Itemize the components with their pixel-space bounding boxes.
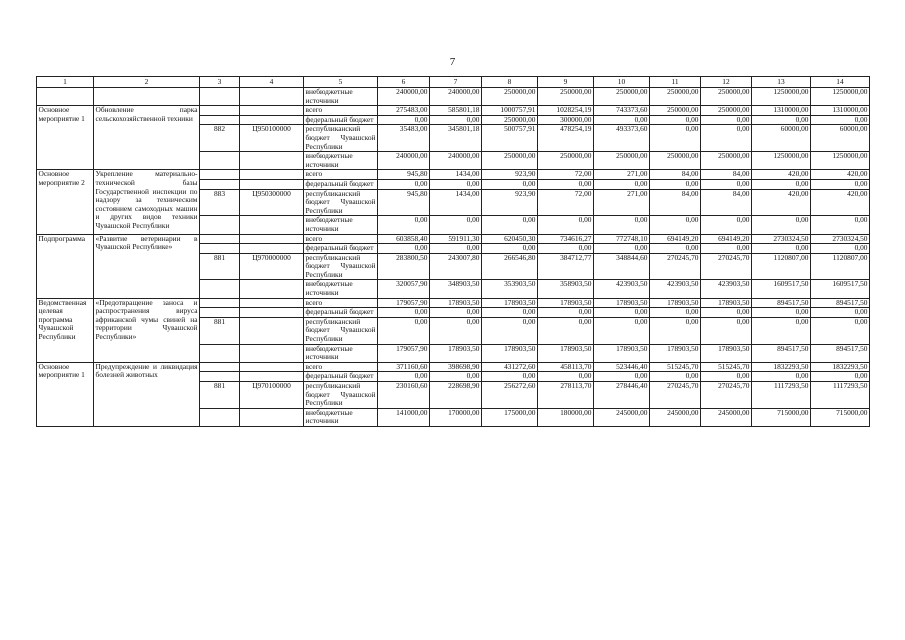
amount-cell: 1120807,00 — [811, 253, 870, 280]
csr-code-cell — [240, 152, 304, 170]
amount-cell: 1120807,00 — [752, 253, 811, 280]
amount-cell: 1832293,50 — [752, 362, 811, 372]
grbs-code-cell: 883 — [200, 189, 240, 216]
grbs-code-cell — [200, 216, 240, 234]
amount-cell: 240000,00 — [430, 152, 482, 170]
csr-code-cell — [240, 408, 304, 426]
amount-cell: 591911,30 — [430, 234, 482, 244]
amount-cell: 245000,00 — [701, 408, 752, 426]
amount-cell: 515245,70 — [701, 362, 752, 372]
table-row — [37, 362, 870, 372]
measure-type-cell: Основное мероприятие 2 — [37, 170, 94, 234]
funding-source-cell: республиканский бюджет Чувашской Республики — [305, 381, 376, 408]
amount-cell: 0,00 — [378, 216, 430, 234]
funding-source-cell: внебюджетные источники — [304, 280, 378, 298]
amount-cell: 0,00 — [594, 244, 650, 254]
amount-cell: 1310000,00 — [811, 106, 870, 116]
amount-cell: 1434,00 — [430, 170, 482, 180]
amount-cell: 478254,19 — [538, 125, 594, 152]
amount-cell: 250000,00 — [482, 152, 538, 170]
amount-cell: 270245,70 — [650, 382, 701, 409]
amount-cell: 178903,50 — [538, 298, 594, 308]
amount-cell: 2730324,50 — [752, 234, 811, 244]
amount-cell: 0,00 — [701, 317, 752, 344]
csr-code-cell — [240, 88, 304, 106]
amount-cell: 694149,20 — [701, 234, 752, 244]
amount-cell: 178903,50 — [594, 344, 650, 362]
amount-cell: 0,00 — [811, 216, 870, 234]
measure-name-cell: «Предотвращение заноса и распространения вируса африканской чумы свиней на территории Чувашской Республики» — [94, 298, 200, 362]
grbs-code-cell — [200, 372, 240, 382]
amount-cell: 0,00 — [538, 179, 594, 189]
csr-code-cell: Ц950100000 — [240, 125, 304, 152]
grbs-code-cell: 881 — [200, 253, 240, 280]
funding-source-cell: всего — [304, 170, 378, 180]
amount-cell: 348844,60 — [594, 253, 650, 280]
measure-name-cell: Предупреждение и ликвидация болезней животных — [94, 362, 200, 426]
amount-cell: 603858,40 — [378, 234, 430, 244]
amount-cell: 266546,80 — [482, 253, 538, 280]
amount-cell: 423903,50 — [650, 280, 701, 298]
amount-cell: 256272,60 — [482, 382, 538, 409]
csr-code-cell — [240, 234, 304, 244]
amount-cell: 423903,50 — [701, 280, 752, 298]
amount-cell: 0,00 — [378, 308, 430, 318]
amount-cell: 250000,00 — [701, 152, 752, 170]
amount-cell: 772748,10 — [594, 234, 650, 244]
amount-cell: 0,00 — [538, 308, 594, 318]
measure-type-cell: Подпрограмма — [37, 234, 94, 298]
table-body — [37, 88, 870, 427]
column-header: 8 — [482, 77, 538, 88]
amount-cell: 0,00 — [538, 317, 594, 344]
amount-cell: 1832293,50 — [811, 362, 870, 372]
measure-name-cell: «Развитие ветеринарии в Чувашской Республике» — [94, 234, 200, 298]
amount-cell: 300000,00 — [538, 115, 594, 125]
measure-type-cell — [37, 88, 94, 106]
funding-source-cell: внебюджетные источники — [304, 88, 378, 106]
amount-cell: 1117293,50 — [811, 382, 870, 409]
funding-source-cell: федеральный бюджет — [304, 115, 378, 125]
column-header: 2 — [94, 77, 200, 88]
amount-cell: 0,00 — [482, 372, 538, 382]
amount-cell: 0,00 — [650, 125, 701, 152]
amount-cell: 0,00 — [650, 244, 701, 254]
amount-cell: 0,00 — [378, 179, 430, 189]
amount-cell: 178903,50 — [650, 344, 701, 362]
amount-cell: 245000,00 — [650, 408, 701, 426]
amount-cell: 178903,50 — [650, 298, 701, 308]
csr-code-cell: Ц950300000 — [240, 189, 304, 216]
amount-cell: 0,00 — [378, 244, 430, 254]
amount-cell: 423903,50 — [594, 280, 650, 298]
column-header: 10 — [594, 77, 650, 88]
amount-cell: 734616,27 — [538, 234, 594, 244]
amount-cell: 250000,00 — [538, 152, 594, 170]
amount-cell: 178903,50 — [430, 344, 482, 362]
amount-cell: 178903,50 — [538, 344, 594, 362]
amount-cell: 420,00 — [752, 189, 811, 216]
amount-cell: 1250000,00 — [811, 152, 870, 170]
funding-source-cell: внебюджетные источники — [304, 344, 378, 362]
amount-cell: 0,00 — [811, 179, 870, 189]
amount-cell: 0,00 — [701, 372, 752, 382]
measure-type-cell: Ведомственная целевая программа Чувашской Республики — [37, 298, 94, 362]
amount-cell: 0,00 — [430, 308, 482, 318]
csr-code-cell — [240, 115, 304, 125]
amount-cell: 0,00 — [701, 308, 752, 318]
amount-cell: 0,00 — [650, 372, 701, 382]
amount-cell: 60000,00 — [811, 125, 870, 152]
amount-cell: 72,00 — [538, 170, 594, 180]
funding-source-cell: внебюджетные источники — [304, 216, 378, 234]
amount-cell: 240000,00 — [378, 88, 430, 106]
amount-cell: 240000,00 — [430, 88, 482, 106]
grbs-code-cell — [200, 88, 240, 106]
amount-cell: 0,00 — [752, 372, 811, 382]
amount-cell: 0,00 — [752, 115, 811, 125]
amount-cell: 141000,00 — [378, 408, 430, 426]
csr-code-cell — [240, 362, 304, 372]
amount-cell: 320057,90 — [378, 280, 430, 298]
amount-cell: 358903,50 — [538, 280, 594, 298]
amount-cell: 0,00 — [701, 115, 752, 125]
amount-cell: 250000,00 — [701, 106, 752, 116]
amount-cell: 271,00 — [594, 189, 650, 216]
grbs-code-cell — [200, 298, 240, 308]
funding-source-cell: федеральный бюджет — [304, 308, 378, 318]
amount-cell: 348903,50 — [430, 280, 482, 298]
column-header: 3 — [200, 77, 240, 88]
amount-cell: 250000,00 — [650, 106, 701, 116]
amount-cell: 1000757,91 — [482, 106, 538, 116]
amount-cell: 0,00 — [430, 317, 482, 344]
amount-cell: 250000,00 — [650, 88, 701, 106]
amount-cell: 0,00 — [752, 244, 811, 254]
funding-source-cell: федеральный бюджет — [304, 372, 378, 382]
amount-cell: 240000,00 — [378, 152, 430, 170]
amount-cell: 84,00 — [701, 189, 752, 216]
amount-cell: 178903,50 — [594, 298, 650, 308]
amount-cell: 398698,90 — [430, 362, 482, 372]
amount-cell: 250000,00 — [482, 88, 538, 106]
amount-cell: 0,00 — [482, 179, 538, 189]
amount-cell: 0,00 — [594, 308, 650, 318]
amount-cell: 894517,50 — [811, 344, 870, 362]
amount-cell: 0,00 — [650, 115, 701, 125]
amount-cell: 0,00 — [378, 372, 430, 382]
amount-cell: 1250000,00 — [752, 88, 811, 106]
funding-source-cell: внебюджетные источники — [304, 408, 378, 426]
measure-type-cell: Основное мероприятие 1 — [37, 362, 94, 426]
csr-code-cell — [240, 298, 304, 308]
amount-cell: 0,00 — [811, 308, 870, 318]
amount-cell: 270245,70 — [701, 253, 752, 280]
grbs-code-cell — [200, 152, 240, 170]
grbs-code-cell — [200, 234, 240, 244]
amount-cell: 515245,70 — [650, 362, 701, 372]
amount-cell: 715000,00 — [811, 408, 870, 426]
amount-cell: 715000,00 — [752, 408, 811, 426]
amount-cell: 585801,18 — [430, 106, 482, 116]
amount-cell: 278113,70 — [538, 382, 594, 409]
amount-cell: 384712,77 — [538, 253, 594, 280]
column-header: 13 — [752, 77, 811, 88]
amount-cell: 0,00 — [538, 244, 594, 254]
column-header: 5 — [304, 77, 378, 88]
amount-cell: 0,00 — [482, 317, 538, 344]
amount-cell: 0,00 — [594, 372, 650, 382]
column-header: 12 — [701, 77, 752, 88]
amount-cell: 694149,20 — [650, 234, 701, 244]
csr-code-cell — [240, 317, 304, 344]
amount-cell: 283800,50 — [378, 253, 430, 280]
column-header: 9 — [538, 77, 594, 88]
funding-source-cell: республиканский бюджет Чувашской Республики — [305, 317, 376, 344]
column-header: 14 — [811, 77, 870, 88]
csr-code-cell: Ц970100000 — [240, 382, 304, 409]
amount-cell: 0,00 — [594, 115, 650, 125]
amount-cell: 178903,50 — [430, 298, 482, 308]
amount-cell: 894517,50 — [811, 298, 870, 308]
funding-source-cell: федеральный бюджет — [304, 179, 378, 189]
column-header: 7 — [430, 77, 482, 88]
amount-cell: 250000,00 — [482, 115, 538, 125]
amount-cell: 1609517,50 — [811, 280, 870, 298]
grbs-code-cell — [200, 244, 240, 254]
funding-source-cell: республиканский бюджет Чувашской Республики — [305, 189, 376, 215]
amount-cell: 0,00 — [650, 216, 701, 234]
grbs-code-cell — [200, 308, 240, 318]
amount-cell: 0,00 — [594, 317, 650, 344]
amount-cell: 0,00 — [752, 216, 811, 234]
measure-type-cell: Основное мероприятие 1 — [37, 106, 94, 170]
amount-cell: 371160,60 — [378, 362, 430, 372]
grbs-code-cell — [200, 106, 240, 116]
amount-cell: 1250000,00 — [811, 88, 870, 106]
table-row — [37, 298, 870, 308]
amount-cell: 0,00 — [430, 179, 482, 189]
amount-cell: 894517,50 — [752, 298, 811, 308]
grbs-code-cell — [200, 408, 240, 426]
grbs-code-cell — [200, 280, 240, 298]
column-header: 1 — [37, 77, 94, 88]
amount-cell: 0,00 — [811, 115, 870, 125]
amount-cell: 250000,00 — [594, 88, 650, 106]
amount-cell: 245000,00 — [594, 408, 650, 426]
amount-cell: 60000,00 — [752, 125, 811, 152]
csr-code-cell — [240, 308, 304, 318]
amount-cell: 270245,70 — [650, 253, 701, 280]
table-row — [37, 170, 870, 180]
amount-cell: 0,00 — [594, 216, 650, 234]
amount-cell: 175000,00 — [482, 408, 538, 426]
csr-code-cell — [240, 106, 304, 116]
amount-cell: 2730324,50 — [811, 234, 870, 244]
column-header: 6 — [378, 77, 430, 88]
amount-cell: 0,00 — [811, 317, 870, 344]
funding-source-cell: внебюджетные источники — [304, 152, 378, 170]
budget-table — [36, 76, 870, 427]
amount-cell: 0,00 — [482, 244, 538, 254]
amount-cell: 0,00 — [538, 372, 594, 382]
amount-cell: 250000,00 — [594, 152, 650, 170]
grbs-code-cell — [200, 344, 240, 362]
column-header: 11 — [650, 77, 701, 88]
table-row — [37, 106, 870, 116]
amount-cell: 1310000,00 — [752, 106, 811, 116]
amount-cell: 0,00 — [752, 317, 811, 344]
amount-cell: 1609517,50 — [752, 280, 811, 298]
amount-cell: 178903,50 — [482, 344, 538, 362]
amount-cell: 178903,50 — [482, 298, 538, 308]
funding-source-cell: республиканский бюджет Чувашской Республики — [305, 253, 376, 279]
csr-code-cell — [240, 372, 304, 382]
amount-cell: 0,00 — [430, 244, 482, 254]
amount-cell: 620450,30 — [482, 234, 538, 244]
amount-cell: 894517,50 — [752, 344, 811, 362]
amount-cell: 420,00 — [811, 189, 870, 216]
amount-cell: 180000,00 — [538, 408, 594, 426]
amount-cell: 420,00 — [752, 170, 811, 180]
csr-code-cell — [240, 170, 304, 180]
amount-cell: 1250000,00 — [752, 152, 811, 170]
amount-cell: 353903,50 — [482, 280, 538, 298]
amount-cell: 1028254,19 — [538, 106, 594, 116]
grbs-code-cell — [200, 179, 240, 189]
csr-code-cell — [240, 179, 304, 189]
amount-cell: 0,00 — [482, 308, 538, 318]
amount-cell: 0,00 — [482, 216, 538, 234]
amount-cell: 84,00 — [650, 170, 701, 180]
amount-cell: 0,00 — [430, 115, 482, 125]
grbs-code-cell — [200, 170, 240, 180]
amount-cell: 431272,60 — [482, 362, 538, 372]
amount-cell: 230160,60 — [378, 382, 430, 409]
csr-code-cell — [240, 344, 304, 362]
amount-cell: 493373,60 — [594, 125, 650, 152]
amount-cell: 743373,60 — [594, 106, 650, 116]
table-row — [37, 88, 870, 106]
amount-cell: 179057,90 — [378, 298, 430, 308]
amount-cell: 275483,00 — [378, 106, 430, 116]
amount-cell: 278446,40 — [594, 382, 650, 409]
measure-name-cell: Обновление парка сельскохозяйственной техники — [94, 106, 200, 170]
amount-cell: 923,90 — [482, 170, 538, 180]
amount-cell: 523446,40 — [594, 362, 650, 372]
amount-cell: 0,00 — [538, 216, 594, 234]
funding-source-cell: всего — [304, 234, 378, 244]
amount-cell: 945,80 — [378, 189, 430, 216]
measure-name-cell: Укрепление материально-технической базы Государственной инспекции по надзору за техническим состоянием самоходных машин и других видов техники Чувашской Республики — [94, 170, 200, 234]
amount-cell: 420,00 — [811, 170, 870, 180]
amount-cell: 0,00 — [701, 244, 752, 254]
amount-cell: 0,00 — [378, 317, 430, 344]
funding-source-cell: всего — [304, 106, 378, 116]
amount-cell: 0,00 — [650, 317, 701, 344]
amount-cell: 270245,70 — [701, 382, 752, 409]
grbs-code-cell: 881 — [200, 317, 240, 344]
amount-cell: 228698,90 — [430, 382, 482, 409]
amount-cell: 0,00 — [650, 179, 701, 189]
amount-cell: 0,00 — [378, 115, 430, 125]
header-row — [37, 77, 870, 88]
csr-code-cell — [240, 216, 304, 234]
amount-cell: 0,00 — [811, 244, 870, 254]
amount-cell: 0,00 — [430, 372, 482, 382]
amount-cell: 0,00 — [430, 216, 482, 234]
page-number: 7 — [449, 56, 456, 68]
amount-cell: 945,80 — [378, 170, 430, 180]
amount-cell: 0,00 — [701, 216, 752, 234]
amount-cell: 0,00 — [752, 179, 811, 189]
amount-cell: 458113,70 — [538, 362, 594, 372]
amount-cell: 1117293,50 — [752, 382, 811, 409]
amount-cell: 179057,90 — [378, 344, 430, 362]
amount-cell: 0,00 — [701, 179, 752, 189]
amount-cell: 72,00 — [538, 189, 594, 216]
funding-source-cell: республиканский бюджет Чувашской Республики — [305, 124, 376, 151]
grbs-code-cell: 882 — [200, 125, 240, 152]
amount-cell: 35483,00 — [378, 125, 430, 152]
grbs-code-cell: 881 — [200, 382, 240, 409]
column-header: 4 — [240, 77, 304, 88]
amount-cell: 923,90 — [482, 189, 538, 216]
csr-code-cell — [240, 244, 304, 254]
amount-cell: 243007,80 — [430, 253, 482, 280]
funding-source-cell: федеральный бюджет — [304, 244, 378, 254]
amount-cell: 178903,50 — [701, 298, 752, 308]
grbs-code-cell — [200, 115, 240, 125]
amount-cell: 0,00 — [594, 179, 650, 189]
amount-cell: 500757,91 — [482, 125, 538, 152]
amount-cell: 178903,50 — [701, 344, 752, 362]
measure-name-cell — [94, 88, 200, 106]
amount-cell: 0,00 — [650, 308, 701, 318]
table-row — [37, 234, 870, 244]
grbs-code-cell — [200, 362, 240, 372]
csr-code-cell: Ц970000000 — [240, 253, 304, 280]
amount-cell: 250000,00 — [538, 88, 594, 106]
amount-cell: 0,00 — [752, 308, 811, 318]
funding-source-cell: всего — [304, 298, 378, 308]
csr-code-cell — [240, 280, 304, 298]
amount-cell: 84,00 — [650, 189, 701, 216]
amount-cell: 345801,18 — [430, 125, 482, 152]
funding-source-cell: всего — [304, 362, 378, 372]
amount-cell: 250000,00 — [701, 88, 752, 106]
amount-cell: 170000,00 — [430, 408, 482, 426]
amount-cell: 271,00 — [594, 170, 650, 180]
amount-cell: 0,00 — [701, 125, 752, 152]
amount-cell: 1434,00 — [430, 189, 482, 216]
amount-cell: 84,00 — [701, 170, 752, 180]
amount-cell: 0,00 — [811, 372, 870, 382]
amount-cell: 250000,00 — [650, 152, 701, 170]
